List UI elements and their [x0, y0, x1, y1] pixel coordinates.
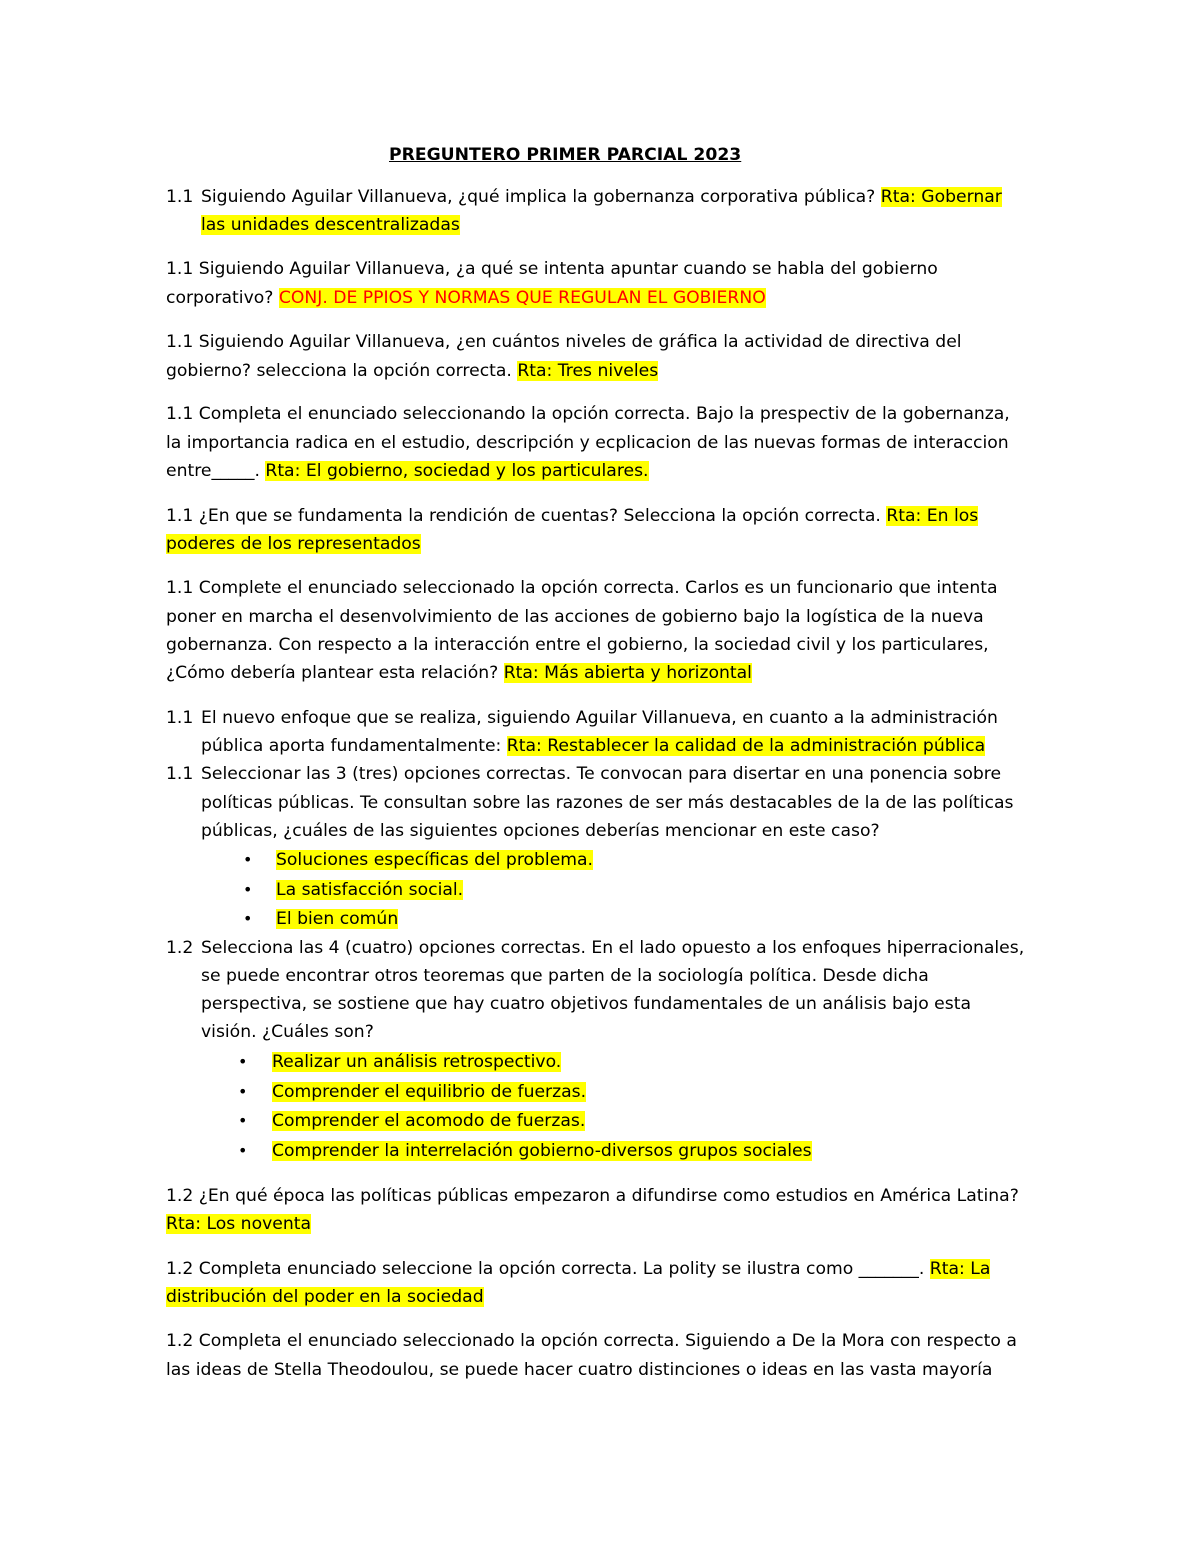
bullet-icon: •	[243, 909, 253, 928]
question-11-answer-part1: Rta: La	[929, 1259, 991, 1279]
question-8-number: 1.1	[166, 764, 194, 784]
question-1-answer-part2: las unidades descentralizadas	[201, 215, 460, 235]
question-9-option-4: Comprender la interrelación gobierno-diversos grupos sociales	[272, 1141, 812, 1161]
question-5-line1	[166, 505, 978, 527]
question-8-line3: públicas, ¿cuáles de las siguientes opciones deberías mencionar en este caso?	[201, 821, 880, 841]
bullet-icon: •	[238, 1141, 248, 1160]
question-5-line2	[166, 533, 421, 555]
question-8-option-1: Soluciones específicas del problema.	[276, 850, 594, 870]
question-11-line2	[166, 1286, 484, 1308]
question-9-line1: Selecciona las 4 (cuatro) opciones correctas. En el lado opuesto a los enfoques hiperracionales,	[201, 938, 1025, 958]
bullet-icon: •	[238, 1052, 248, 1071]
question-2-answer: CONJ. DE PPIOS Y NORMAS QUE REGULAN EL GOBIERNO	[278, 288, 766, 308]
question-7-line1: El nuevo enfoque que se realiza, siguiendo Aguilar Villanueva, en cuanto a la administración	[201, 708, 998, 728]
question-1-line2	[201, 214, 460, 236]
bullet-icon: •	[243, 880, 253, 899]
question-8-option-2: La satisfacción social.	[276, 880, 464, 900]
question-7-text: pública aporta fundamentalmente:	[201, 736, 502, 756]
question-6-line2: poner en marcha el desenvolvimiento de las acciones de gobierno bajo la logística de la nueva	[166, 607, 984, 627]
question-8-option-3: El bien común	[276, 909, 399, 929]
question-3-line1: 1.1 Siguiendo Aguilar Villanueva, ¿en cuántos niveles de gráfica la actividad de directiva del	[166, 332, 962, 352]
question-7-line2	[201, 735, 985, 757]
question-4-line2: la importancia radica en el estudio, descripción y ecplicacion de las nuevas formas de interaccion	[166, 433, 1009, 453]
question-9-number: 1.2	[166, 938, 194, 958]
question-10-line2	[166, 1213, 311, 1235]
question-6-line1: 1.1 Complete el enunciado seleccionado la opción correcta. Carlos es un funcionario que intenta	[166, 578, 998, 598]
bullet-icon: •	[238, 1082, 248, 1101]
bullet-icon: •	[243, 850, 253, 869]
question-6-line3: gobernanza. Con respecto a la interacción entre el gobierno, la sociedad civil y los particulares,	[166, 635, 989, 655]
question-2-line2	[166, 287, 766, 309]
question-7-answer: Rta: Restablecer la calidad de la administración pública	[506, 736, 986, 756]
question-4-answer: Rta: El gobierno, sociedad y los particulares.	[265, 461, 649, 481]
question-9-line3: perspectiva, se sostiene que hay cuatro objetivos fundamentales de un análisis bajo esta	[201, 994, 971, 1014]
question-5-answer-part2: poderes de los representados	[166, 534, 421, 554]
question-1-number: 1.1	[166, 187, 194, 207]
question-5-text: 1.1 ¿En que se fundamenta la rendición de cuentas? Selecciona la opción correcta.	[166, 506, 881, 526]
question-1-line	[201, 186, 1002, 208]
question-3-text: gobierno? selecciona la opción correcta.	[166, 361, 512, 381]
bullet-icon: •	[238, 1111, 248, 1130]
question-6-line4	[166, 662, 752, 684]
question-6-text: ¿Cómo debería plantear esta relación?	[166, 663, 499, 683]
document-title: PREGUNTERO PRIMER PARCIAL 2023	[389, 145, 742, 165]
question-1-text: Siguiendo Aguilar Villanueva, ¿qué implica la gobernanza corporativa pública?	[201, 187, 876, 207]
question-3-answer: Rta: Tres niveles	[517, 361, 659, 381]
question-12-line2: las ideas de Stella Theodoulou, se puede hacer cuatro distinciones o ideas en las vasta mayoría	[166, 1360, 993, 1380]
question-3-line2	[166, 360, 658, 382]
question-10-answer: Rta: Los noventa	[166, 1214, 311, 1234]
question-6-answer: Rta: Más abierta y horizontal	[503, 663, 752, 683]
question-10-line1: 1.2 ¿En qué época las políticas públicas empezaron a difundirse como estudios en América Latina?	[166, 1186, 1019, 1206]
question-8-line2: políticas públicas. Te consultan sobre las razones de ser más destacables de la de las políticas	[201, 793, 1014, 813]
question-4-text: entre_____.	[166, 461, 260, 481]
question-2-text: corporativo?	[166, 288, 274, 308]
question-4-line1: 1.1 Completa el enunciado seleccionando la opción correcta. Bajo la prespectiv de la gobernanza,	[166, 404, 1010, 424]
question-11-line1	[166, 1258, 990, 1280]
question-11-answer-part2: distribución del poder en la sociedad	[166, 1287, 484, 1307]
question-5-answer-part1: Rta: En los	[886, 506, 979, 526]
question-9-option-1: Realizar un análisis retrospectivo.	[272, 1052, 562, 1072]
question-8-line1: Seleccionar las 3 (tres) opciones correctas. Te convocan para disertar en una ponencia sobre	[201, 764, 1002, 784]
question-1-answer-part1: Rta: Gobernar	[880, 187, 1002, 207]
question-9-option-3: Comprender el acomodo de fuerzas.	[272, 1111, 586, 1131]
question-7-number: 1.1	[166, 708, 194, 728]
question-2-line1: 1.1 Siguiendo Aguilar Villanueva, ¿a qué se intenta apuntar cuando se habla del gobierno	[166, 259, 938, 279]
question-9-option-2: Comprender el equilibrio de fuerzas.	[272, 1082, 587, 1102]
question-12-line1: 1.2 Completa el enunciado seleccionado la opción correcta. Siguiendo a De la Mora con respecto a	[166, 1331, 1017, 1351]
question-9-line4: visión. ¿Cuáles son?	[201, 1022, 374, 1042]
question-11-text: 1.2 Completa enunciado seleccione la opción correcta. La polity se ilustra como _______.	[166, 1259, 925, 1279]
question-4-line3	[166, 460, 649, 482]
question-9-line2: se puede encontrar otros teoremas que parten de la sociología política. Desde dicha	[201, 966, 929, 986]
